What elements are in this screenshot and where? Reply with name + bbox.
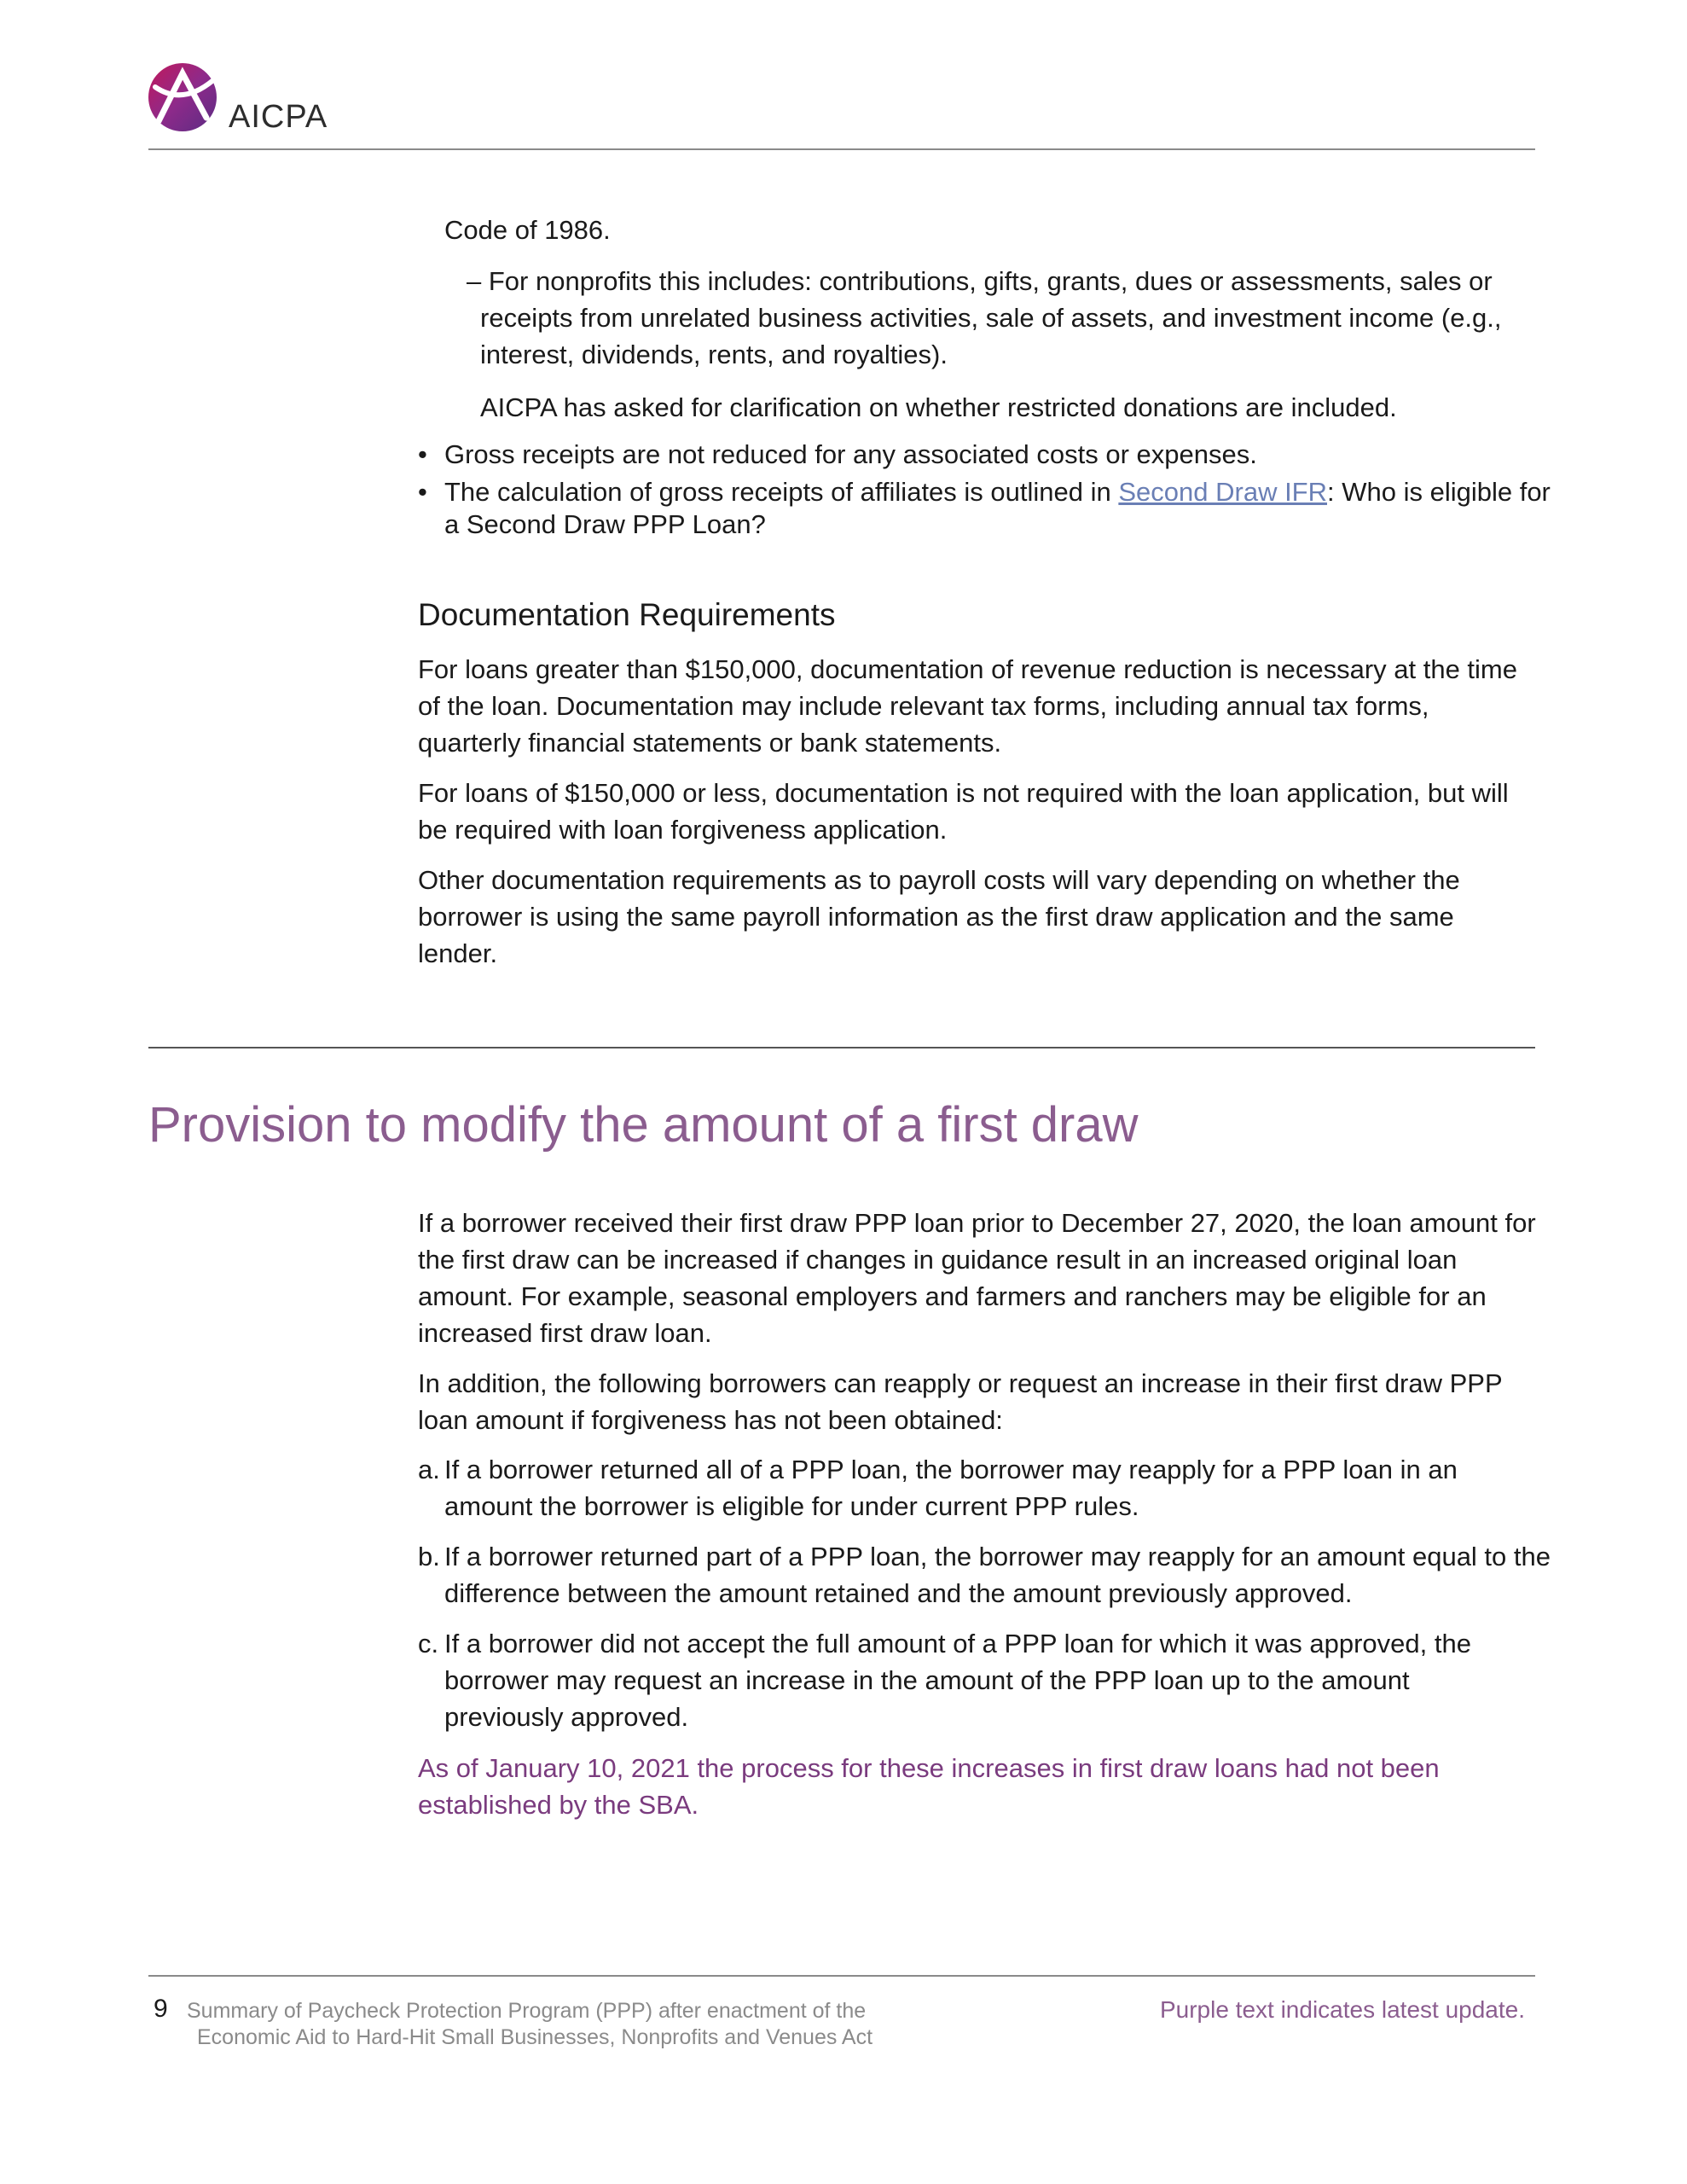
aicpa-brand-name: AICPA	[229, 99, 328, 135]
footer-divider	[148, 1975, 1535, 1977]
documentation-heading: Documentation Requirements	[418, 597, 836, 632]
documentation-paragraph: Other documentation requirements as to payroll costs will vary depending on whether the borrower is using the same payroll information as the first draw application and the same lender.	[418, 865, 1460, 968]
aicpa-clarification-note: AICPA has asked for clarification on whether restricted donations are included.	[480, 392, 1397, 422]
latest-update-note: As of January 10, 2021 the process for these increases in first draw loans had not been established by the SBA.	[418, 1753, 1440, 1820]
purple-text-legend: Purple text indicates latest update.	[1159, 1996, 1525, 2023]
second-draw-ifr-link[interactable]: Second Draw IFR	[1118, 477, 1327, 507]
list-item-label: b.	[418, 1542, 440, 1571]
page-number: 9	[154, 1995, 168, 2023]
header-divider	[148, 148, 1535, 150]
list-item	[418, 1625, 1493, 1735]
nonprofit-dash-text: – For nonprofits this includes: contributions, gifts, grants, dues or assessments, sales or receipts from unrelated business activities, sale of assets, and investment income (e.g., interest, dividends, rents, and royalties).	[467, 266, 1502, 369]
bullet-icon: •	[418, 477, 427, 507]
list-item	[418, 476, 1552, 541]
list-item-text: If a borrower did not accept the full amount of a PPP loan for which it was approved, the borrower may request an increase in the amount of the PPP loan up to the amount previously approved.	[444, 1629, 1471, 1732]
bullet-text: Gross receipts are not reduced for any associated costs or expenses.	[444, 439, 1257, 469]
list-item	[418, 1451, 1475, 1525]
section-divider	[148, 1047, 1535, 1048]
documentation-paragraph: For loans of $150,000 or less, documentation is not required with the loan application, but will be required with loan forgiveness application.	[418, 778, 1509, 845]
bullet-text-after: : Who is eligible for a Second Draw PPP Loan?	[444, 477, 1551, 539]
provision-section-title: Provision to modify the amount of a first draw	[148, 1097, 1139, 1153]
footer-document-title-line1: Summary of Paycheck Protection Program (PPP) after enactment of the	[187, 1999, 867, 2023]
provision-paragraph: In addition, the following borrowers can reapply or request an increase in their first draw PPP loan amount if forgiveness has not been obtained:	[418, 1368, 1503, 1435]
list-item	[418, 439, 1552, 471]
documentation-paragraph: For loans greater than $150,000, documentation of revenue reduction is necessary at the time of the loan. Documentation may include relevant tax forms, including annual tax forms, quarterly financial statements or bank statements.	[418, 654, 1517, 758]
list-item	[418, 1538, 1561, 1612]
list-item-text: If a borrower returned part of a PPP loan, the borrower may reapply for an amount equal to the difference between the amount retained and the amount previously approved.	[444, 1542, 1551, 1608]
provision-paragraph: If a borrower received their first draw PPP loan prior to December 27, 2020, the loan amount for the first draw can be increased if changes in guidance result in an increased original loan amount. For example, seasonal employers and farmers and ranchers may be eligible for an increased first draw loan.	[418, 1208, 1536, 1348]
list-item-label: c.	[418, 1629, 439, 1658]
bullet-text	[418, 476, 1552, 541]
bullet-text-before: The calculation of gross receipts of affiliates is outlined in	[444, 477, 1119, 507]
aicpa-logo-mark-icon	[147, 61, 223, 138]
bullet-icon: •	[418, 439, 427, 469]
nonprofit-dash-item	[444, 263, 1545, 373]
code-line: Code of 1986.	[444, 215, 611, 245]
footer-document-title-line2: Economic Aid to Hard-Hit Small Businesses, Nonprofits and Venues Act	[197, 2025, 873, 2049]
list-item-label: a.	[418, 1455, 440, 1484]
list-item-text: If a borrower returned all of a PPP loan, the borrower may reapply for a PPP loan in an amount the borrower is eligible for under current PPP rules.	[444, 1455, 1458, 1521]
